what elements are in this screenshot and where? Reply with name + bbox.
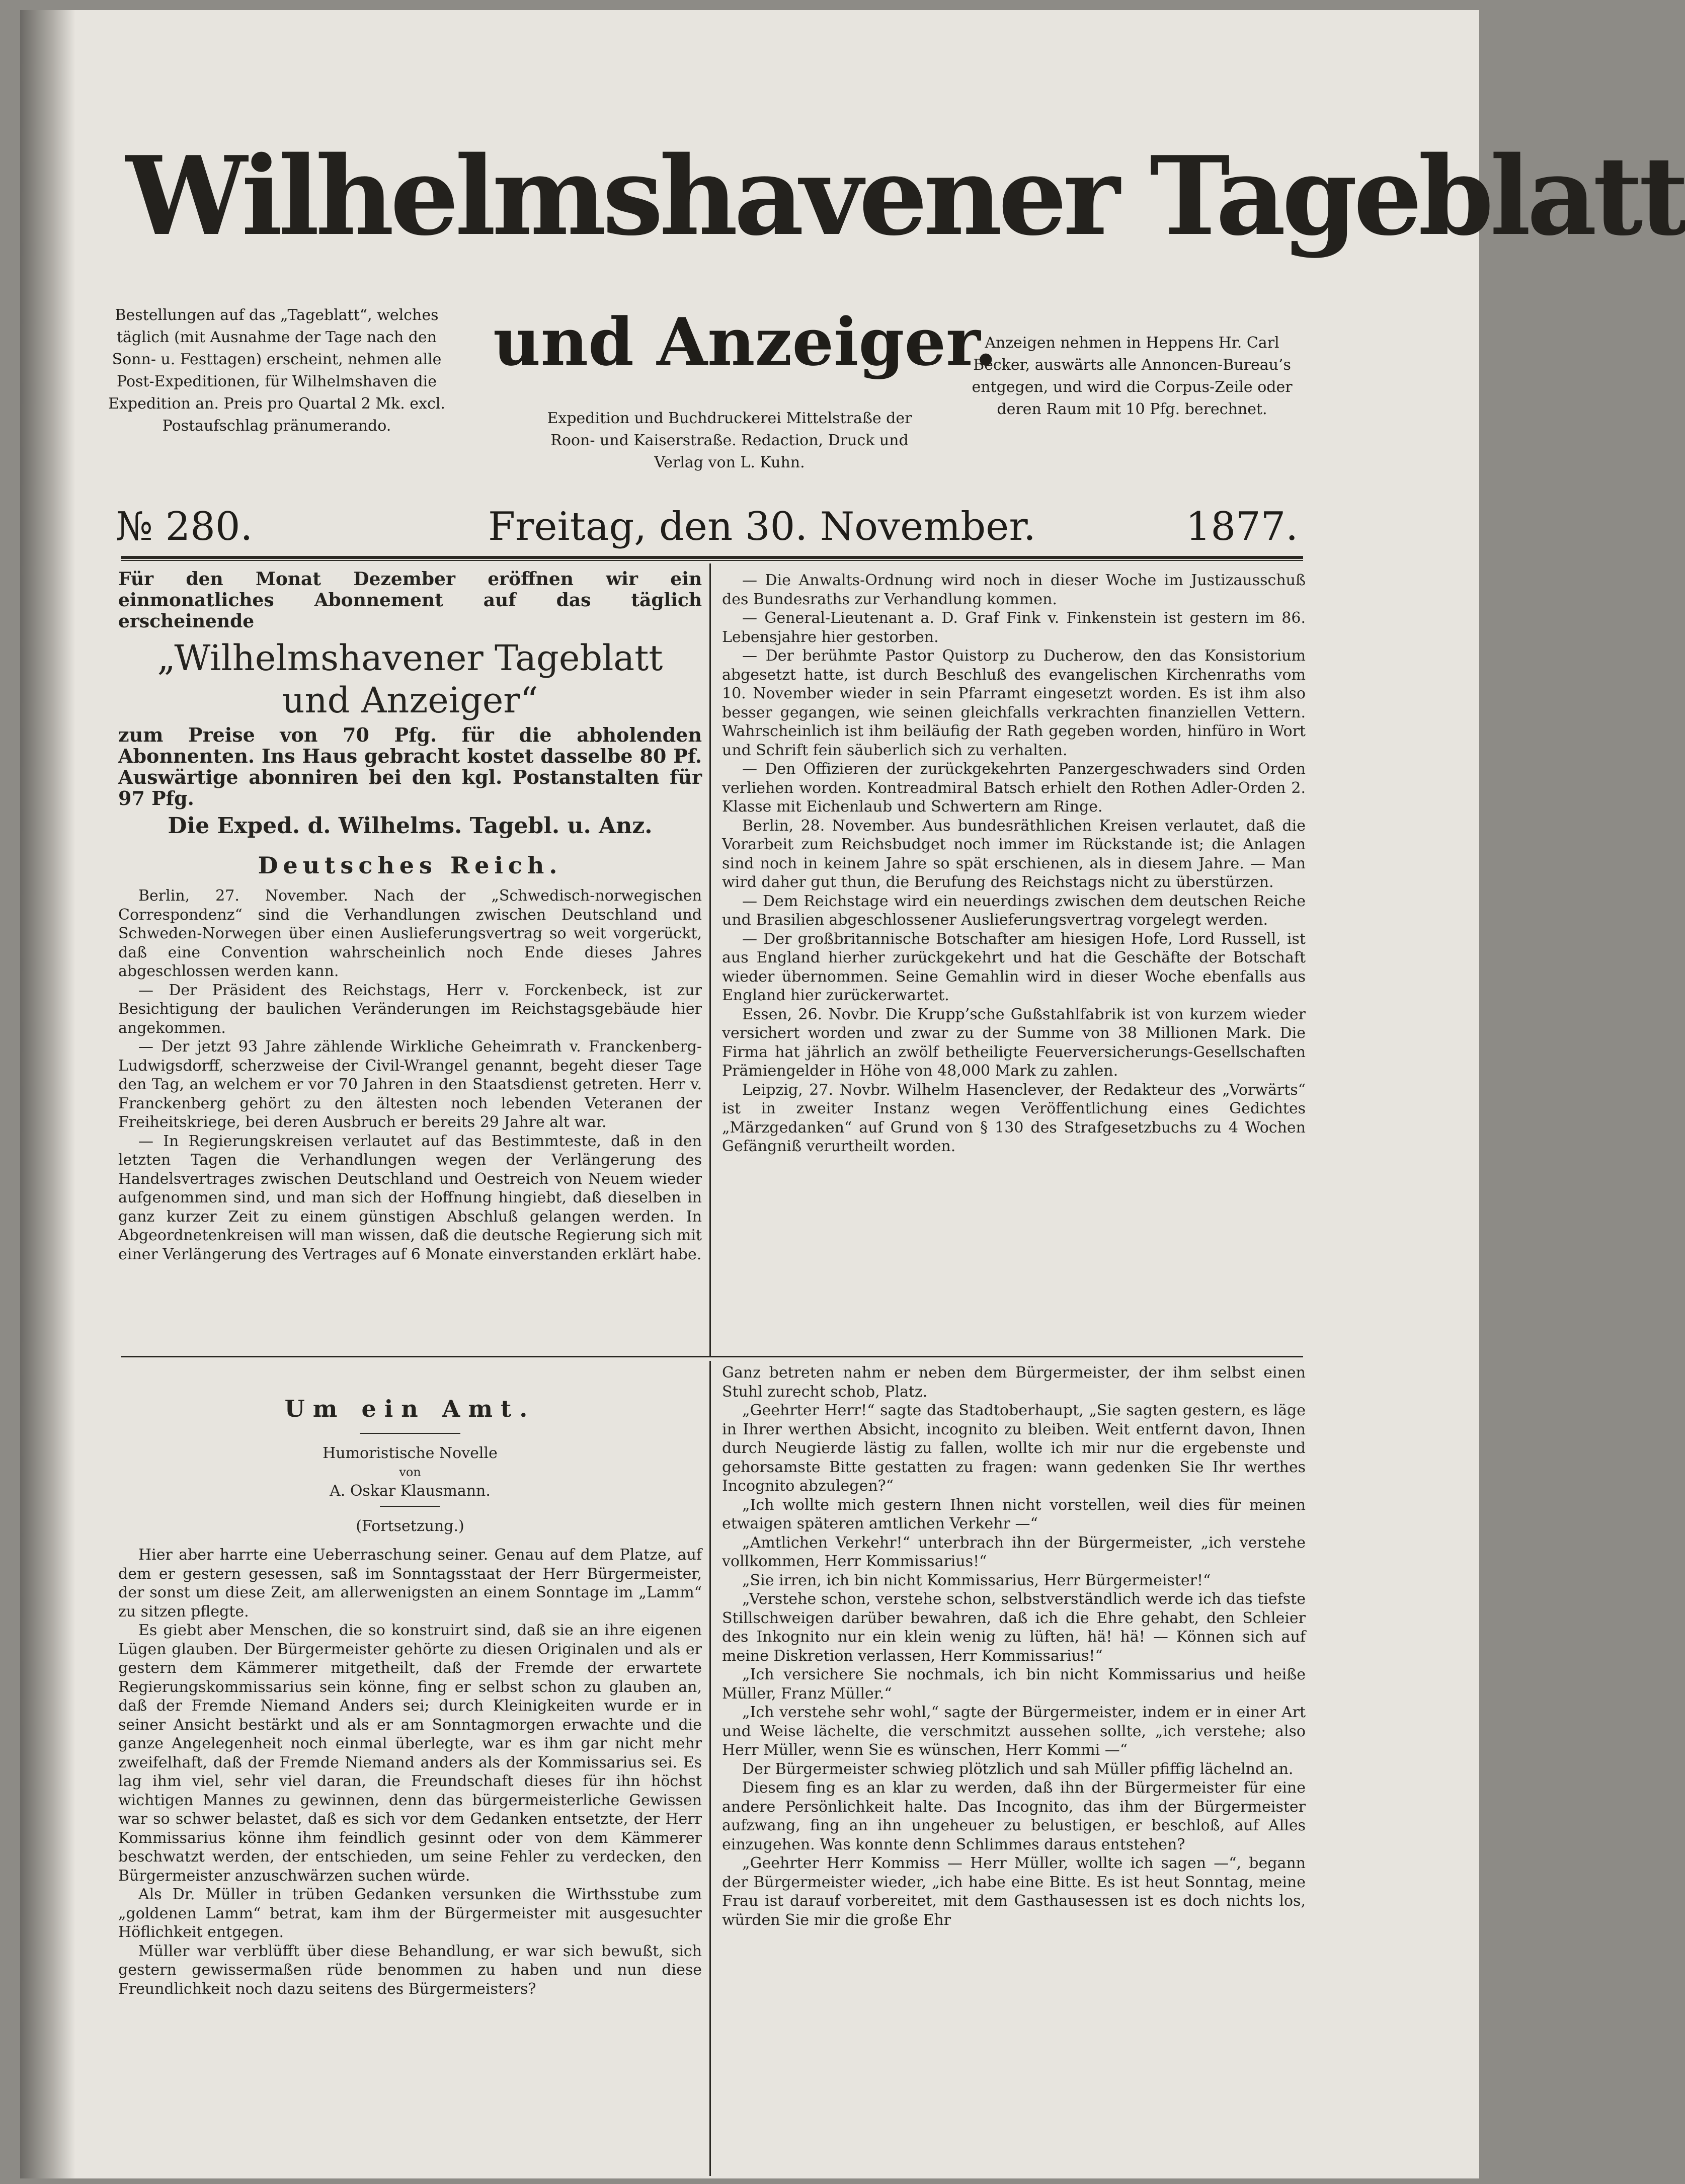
subscription-intro: Für den Monat Dezember eröffnen wir ein einmonatliches Abonnement auf das täglich erscheinende: [118, 569, 702, 632]
issue-year: 1877.: [1185, 504, 1298, 549]
novel-continuation: (Fortsetzung.): [356, 1517, 464, 1535]
column-right-bottom: [722, 1363, 1306, 1929]
news-paragraph: Leipzig, 27. Novbr. Wilhelm Hasenclever, der Redakteur des „Vorwärts“ ist in zweiter Instanz wegen Veröffentlichung eines Gedichtes „Märzgedanken“ auf Grund von § 130 des Strafgesetzbuchs zu 4 Wochen Gefängniß verurtheilt worden.: [722, 1081, 1306, 1155]
novel-paragraph: Ganz betreten nahm er neben dem Bürgermeister, der ihm selbst einen Stuhl zurecht schob, Platz.: [722, 1364, 1306, 1401]
subscription-price: zum Preise von 70 Pfg. für die abholenden Abonnenten. Ins Haus gebracht kostet dasselbe 80 Pf. Auswärtige abonniren bei den kgl. Postanstalten für 97 Pfg.: [118, 723, 702, 810]
novel-paragraph: „Amtlichen Verkehr!“ unterbrach ihn der Bürgermeister, „ich verstehe vollkommen, Herr Kommissarius!“: [722, 1533, 1306, 1570]
novel-title: Um ein Amt.: [284, 1395, 536, 1422]
subscription-signature: Die Exped. d. Wilhelms. Tagebl. u. Anz.: [168, 813, 653, 839]
masthead-title: Wilhelmshavener Tageblatt: [126, 132, 1685, 260]
column-left-top: [118, 569, 702, 1264]
news-paragraph: Berlin, 28. November. Aus bundesräthlichen Kreisen verlautet, daß die Vorarbeit zum Reichsbudget noch immer im Rückstande ist; die Anlagen sind noch in keinem Jahre so spät erschienen, als in diesem Jahre. — Man wird daher gut thun, die Berufung des Reichstags nicht zu überstürzen.: [722, 817, 1306, 891]
novel-paragraph: Als Dr. Müller in trüben Gedanken versunken die Wirthsstube zum „goldenen Lamm“ betrat, kam ihm der Bürgermeister mit ausgesuchter Höflichkeit entgegen.: [118, 1886, 702, 1941]
column-left-bottom: [118, 1363, 702, 1998]
news-paragraph: — Den Offizieren der zurückgekehrten Panzergeschwaders sind Orden verliehen worden. Kontreadmiral Batsch erhielt den Rothen Adler-Orden 2. Klasse mit Eichenlaub und Schwertern am Ringe.: [722, 760, 1306, 816]
book-spine-shadow: [20, 10, 75, 2178]
column-separator: [709, 1361, 711, 2176]
subscription-notice: Bestellungen auf das „Tageblatt“, welches täglich (mit Ausnahme der Tage nach den Sonn- u. Festtagen) erscheint, nehmen alle Post-Expeditionen, für Wilhelmshaven die Expedition an. Preis pro Quartal 2 Mk. excl. Postaufschlag pränumerando.: [108, 306, 445, 435]
header-rule: [121, 556, 1303, 559]
novel-paragraph: Es giebt aber Menschen, die so konstruirt sind, daß sie an ihre eigenen Lügen glauben. Der Bürgermeister gehörte zu diesen Originalen und als er gestern dem Kämmerer mitgetheilt, daß der Fremde der erwartete Regierungskommissarius sein könne, fing er selbst schon zu glauben an, daß der Fremde Niemand Anders sei; durch Kleinigkeiten wurde er in seiner Ansicht bestärkt und als er am Sonntagmorgen erwachte und die ganze Angelegenheit noch einmal überlegte, war es ihm gar nicht mehr zweifelhaft, daß der Fremde Niemand anders als der Kommissarius sei. Es lag ihm viel, sehr viel daran, die Freundschaft dieses für ihn höchst wichtigen Mannes zu gewinnen, denn das bürgermeisterliche Gewissen war so schwer belastet, daß es sich vor dem Gedanken entsetzte, der Herr Kommissarius könne ihm feindlich gesinnt oder von dem Kämmerer beschwatzt werden, der entschieden, um seine Fehler zu verdecken, den Bürgermeister anzuschwärzen suchen würde.: [118, 1622, 702, 1885]
news-paragraph: Essen, 26. Novbr. Die Krupp’sche Gußstahlfabrik ist von kurzem wieder versichert worden und zwar zu der Summe von 38 Millionen Mark. Die Firma hat jährlich an zwölf betheiligte Feuerversicherungs-Gesellschaften Prämiengelder in Höhe von 48,000 Mark zu zahlen.: [722, 1005, 1306, 1080]
news-paragraph: — Der jetzt 93 Jahre zählende Wirkliche Geheimrath v. Franckenberg-Ludwigsdorff, scherzweise der Civil-Wrangel genannt, begeht dieser Tage den Tag, an welchem er vor 70 Jahren in den Staatsdienst getreten. Herr v. Franckenberg gehört zu den ältesten noch lebenden Veteranen der Freiheitskriege, bei deren Ausbruch er bereits 29 Jahre alt war.: [118, 1038, 702, 1131]
novel-paragraph: „Sie irren, ich bin nicht Kommissarius, Herr Bürgermeister!“: [742, 1571, 1211, 1589]
news-paragraph: — Dem Reichstage wird ein neuerdings zwischen dem deutschen Reiche und Brasilien abgeschlossener Auslieferungsvertrag vorgelegt werden.: [722, 892, 1306, 929]
column-separator: [709, 563, 711, 1356]
masthead-subtitle: und Anzeiger.: [493, 303, 997, 380]
novel-title-rule: [360, 1433, 460, 1434]
subscription-ad: [118, 569, 702, 840]
novel-paragraph: „Ich wollte mich gestern Ihnen nicht vorstellen, weil dies für meinen etwaigen späteren amtlichen Verkehr —“: [722, 1496, 1306, 1532]
news-paragraph: Berlin, 27. November. Nach der „Schwedisch-norwegischen Correspondenz“ sind die Verhandlungen zwischen Deutschland und Schweden-Norwegen über einen Auslieferungsvertrag so weit vorgerückt, daß eine Convention wahrscheinlich noch Ende dieses Jahres abgeschlossen werden kann.: [118, 887, 702, 980]
news-paragraph: — In Regierungskreisen verlautet auf das Bestimmteste, daß in den letzten Tagen die Verhandlungen wegen der Verlängerung des Handelsvertrages zwischen Deutschland und Oestreich von Neuem wieder aufgenommen sind, und man sich der Hoffnung hingiebt, daß dieselben in ganz kurzer Zeit zu einem günstigen Abschluß gelangen werden. In Abgeordnetenkreisen will man wissen, daß die deutsche Regierung sich mit einer Verlängerung des Vertrages auf 6 Monate einverstanden erklärt habe.: [118, 1132, 702, 1263]
novel-paragraph: „Geehrter Herr!“ sagte das Stadtoberhaupt, „Sie sagten gestern, es läge in Ihrer werthen Absicht, incognito zu bleiben. Weit entfernt davon, Ihnen durch Neugierde lästig zu fallen, wollte ich mir nur die ergebenste und gehorsamste Bitte gestatten zu fragen: wann gedenken Sie Ihr werthes Incognito abzulegen?“: [722, 1402, 1306, 1495]
issue-number: № 280.: [116, 504, 253, 549]
news-paragraph: — Der berühmte Pastor Quistorp zu Ducherow, den das Konsistorium abgesetzt hatte, ist durch Beschluß des evangelischen Kirchenraths vom 10. November wieder in sein Pfarramt eingesetzt worden. Es ist ihm also besser gegangen, wie seinen gleichfalls verkrachten finanziellen Vettern. Wahrscheinlich ist ihm beiläufig der Rath gegeben worden, hinfüro in Wort und Schrift fein säuberlich sich zu verhalten.: [722, 647, 1306, 759]
novel-paragraph: „Ich versichere Sie nochmals, ich bin nicht Kommissarius und heiße Müller, Franz Müller.“: [722, 1666, 1306, 1703]
novel-paragraph: „Ich verstehe sehr wohl,“ sagte der Bürgermeister, indem er in einer Art und Weise lächelte, die verschmitzt aussehen sollte, „ich verstehe; also Herr Müller, wenn Sie es wünschen, Herr Kommi —“: [722, 1704, 1306, 1759]
novel-author-rule: [380, 1506, 440, 1507]
novel-genre: Humoristische Novelle: [323, 1444, 498, 1462]
novel-paragraph: „Verstehe schon, verstehe schon, selbstverständlich werde ich das tiefste Stillschweigen darüber bewahren, daß ich die Ehre gehabt, den Schleier des Inkognito nur ein klein wenig zu lüften, hä! hä! — Können sich auf meine Diskretion verlassen, Herr Kommissarius!“: [722, 1590, 1306, 1665]
imprint: Expedition und Buchdruckerei Mittelstraße der Roon- und Kaiserstraße. Redaction, Druck und Verlag von L. Kuhn.: [547, 410, 912, 471]
advertising-notice: Anzeigen nehmen in Heppens Hr. Carl Becker, auswärts alle Annoncen-Bureau’s entgegen, und wird die Corpus-Zeile oder deren Raum mit 10 Pfg. berechnet.: [972, 334, 1293, 418]
section-heading: Deutsches Reich.: [258, 852, 563, 879]
dateline: [116, 503, 1313, 551]
newspaper-page: [20, 10, 1685, 2178]
news-paragraph: — General-Lieutenant a. D. Graf Fink v. Finkenstein ist gestern im 86. Lebensjahre hier gestorben.: [722, 609, 1306, 646]
novel-paragraph: Hier aber harrte eine Ueberraschung seiner. Genau auf dem Platze, auf dem er gestern gesessen, saß im Sonntagsstaat der Herr Bürgermeister, der sonst um diese Zeit, am allerwenigsten an einem Sonntage im „Lamm“ zu sitzen pflegte.: [118, 1546, 702, 1621]
novel-paragraph: Müller war verblüfft über diese Behandlung, er war sich bewußt, sich gestern gewissermaßen rüde benommen zu haben und nun diese Freundlichkeit noch dazu seitens des Bürgermeisters?: [118, 1942, 702, 1998]
section-rule: [121, 1356, 1303, 1357]
novel-author: A. Oskar Klausmann.: [330, 1482, 491, 1500]
novel-paragraph: „Geehrter Herr Kommiss — Herr Müller, wollte ich sagen —“, begann der Bürgermeister wieder, „ich habe eine Bitte. Es ist heut Sonntag, meine Frau ist darauf vorbereitet, mit dem Gasthausessen ist es doch nichts los, würden Sie mir die große Ehr: [722, 1854, 1306, 1929]
header-rule-thin: [121, 560, 1303, 561]
column-right-top: [722, 571, 1306, 1156]
novel-by: von: [399, 1465, 421, 1479]
subscription-paper-title: „Wilhelmshavener Tageblatt und Anzeiger“: [157, 637, 663, 721]
novel-paragraph: Diesem fing es an klar zu werden, daß ihn der Bürgermeister für eine andere Persönlichkeit halte. Das Incognito, das ihm der Bürgermeister aufzwang, fing an ihn ungeheuer zu belustigen, er beschloß, auf Alles einzugehen. Was konnte denn Schlimmes daraus entstehen?: [722, 1779, 1306, 1853]
news-paragraph: — Der großbritannische Botschafter am hiesigen Hofe, Lord Russell, ist aus England hierher zurückgekehrt und hat die Geschäfte der Botschaft wieder übernommen. Seine Gemahlin wird in dieser Woche ebenfalls aus England hier zurückerwartet.: [722, 930, 1306, 1004]
novel-paragraph: Der Bürgermeister schwieg plötzlich und sah Müller pfiffig lächelnd an.: [742, 1760, 1294, 1778]
issue-date: Freitag, den 30. November.: [488, 504, 1036, 549]
news-paragraph: — Der Präsident des Reichstags, Herr v. Forckenbeck, ist zur Besichtigung der baulichen Veränderungen im Reichstagsgebäude hier angekommen.: [118, 981, 702, 1037]
news-paragraph: — Die Anwalts-Ordnung wird noch in dieser Woche im Justizausschuß des Bundesraths zur Verhandlung kommen.: [722, 572, 1306, 608]
